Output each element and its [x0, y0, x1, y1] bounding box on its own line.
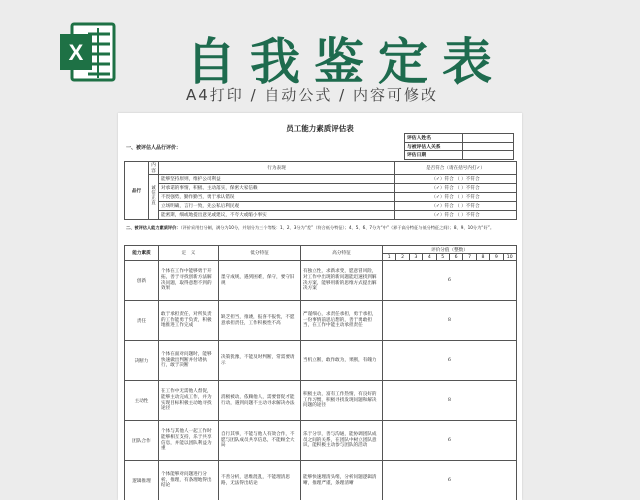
ability-name: 责任 — [125, 301, 159, 341]
ability-low: 决策犹豫，不能及时判断，常需要请示 — [219, 341, 301, 381]
conduct-category: 品行 — [125, 162, 149, 220]
ability-score[interactable]: 6 — [383, 461, 517, 500]
conform-row[interactable]: （✓）符合 （ ）不符合 — [395, 202, 517, 211]
conform-row[interactable]: （✓）符合 （ ）不符合 — [395, 175, 517, 184]
page-title: 自我鉴定表 — [186, 32, 506, 91]
ability-score[interactable]: 8 — [383, 381, 517, 421]
scale-cell: 8 — [476, 254, 489, 261]
conform-row[interactable]: （✓）符合 （ ）不符合 — [395, 184, 517, 193]
ability-low: 缺乏担当，推诿，报喜不报忧，不愿意承担责任，工作积极性不高 — [219, 301, 301, 341]
page-subtitle: A4打印 / 自动公式 / 内容可修改 — [186, 86, 438, 104]
behavior-row: 能够坚持原则，维护公司利益 — [159, 175, 395, 184]
ability-score[interactable]: 6 — [383, 261, 517, 301]
ability-name: 团队合作 — [125, 421, 159, 461]
scale-cell: 10 — [503, 254, 516, 261]
ability-name: 决断力 — [125, 341, 159, 381]
sheet-title: 员工能力素质评估表 — [286, 124, 354, 133]
excel-icon — [58, 20, 118, 84]
banner — [0, 0, 640, 112]
scale-cell: 4 — [423, 254, 436, 261]
ability-high: 积极主动，富有工作热情，有良好的工作习惯，积极寻找发现问题和解决问题的途径 — [301, 381, 383, 421]
scale-cell: 5 — [436, 254, 449, 261]
section2-intro — [126, 225, 518, 230]
evaluator-name-value[interactable] — [463, 134, 514, 143]
ability-name: 创新 — [125, 261, 159, 301]
ability-low: 墨守成规，遇到困难，保守，要守旧规 — [219, 261, 301, 301]
ability-score[interactable]: 8 — [383, 301, 517, 341]
ability-definition: 个体在面对问题时，能够快速做出判断并付诸执行，敢于决断 — [159, 341, 219, 381]
ability-header: 能力素质 — [125, 246, 159, 261]
low-header: 低分特征 — [219, 246, 301, 261]
ability-low: 消极被动，依赖他人，需要督促才能行动，遇到问题不主动寻求解决办法 — [219, 381, 301, 421]
ability-definition: 敢于承担责任，对所负责的工作能勇于负责，积极地推进工作完成 — [159, 301, 219, 341]
score-header: 评价分值（整数） — [383, 246, 517, 254]
ability-score[interactable]: 6 — [383, 341, 517, 381]
ability-definition: 个体能够对问题进行分析、推理，有条理地得出结论 — [159, 461, 219, 500]
conform-header: 是否符合（请在括号内打✓） — [395, 162, 517, 175]
evaluation-date-label: 评估日期 — [405, 151, 463, 160]
ability-definition: 个体与其他人一起工作时能够相互支持，乐于共享信息，并能以团队利益为重 — [159, 421, 219, 461]
behavior-row: 能密斯，细或地提出意见或建议，不夸大或缩小事实 — [159, 211, 395, 220]
scale-cell: 6 — [449, 254, 462, 261]
evaluator-name-label: 评估人姓名 — [405, 134, 463, 143]
behavior-row: 不畏强势，勤作勤当，勇于承认错误 — [159, 193, 395, 202]
behavior-header: 行为表现 — [159, 162, 395, 175]
ability-table — [124, 245, 517, 500]
ability-name: 主动性 — [125, 381, 159, 421]
ability-high: 乐于分享，善与沟通，能协调团队成员之间的关系，在团队中树立团队意识，能积极主动参与团队的活动 — [301, 421, 383, 461]
high-header: 高分特征 — [301, 246, 383, 261]
scale-cell: 7 — [463, 254, 476, 261]
ability-definition: 个体在工作中能够勇于开拓，善于寻找创新方法解决问题，取得意想不到的效果 — [159, 261, 219, 301]
ability-score[interactable]: 6 — [383, 421, 517, 461]
integrity-label: 诚信正直 — [149, 175, 159, 220]
scale-cell: 2 — [396, 254, 409, 261]
definition-header: 定 义 — [159, 246, 219, 261]
ability-high: 严谨细心，求责任承担，勇于承担，一份事情前思后想的，善于勇敢担当，在工作中能主动承担责任 — [301, 301, 383, 341]
ability-low: 自行其事，不能与他人有效合作，不愿与团队成员共享信息，不能顾全大局 — [219, 421, 301, 461]
conduct-table — [124, 161, 517, 220]
conform-row[interactable]: （✓）符合 （ ）不符合 — [395, 193, 517, 202]
evaluation-date-value[interactable] — [463, 151, 514, 160]
section1-heading: 一、被评估人品行评价： — [126, 145, 182, 151]
content-header: 内容 — [149, 162, 159, 175]
evaluator-relation-label: 与被评估人关系 — [405, 142, 463, 151]
conform-row[interactable]: （✓）符合 （ ）不符合 — [395, 211, 517, 220]
ability-high: 有独立性，求新求变，愿意冒风险，对工作中出现的新问题能迅速找到解决方案，能够用新的思维方式提出解决方案 — [301, 261, 383, 301]
ability-high: 能够快速理清头绪，分析问题逻辑清晰，推理严谨，条理清晰 — [301, 461, 383, 500]
ability-name: 逻辑推理 — [125, 461, 159, 500]
excel-letter: X — [68, 40, 84, 65]
ability-high: 当机立断，敢作敢为，果断，有魄力 — [301, 341, 383, 381]
scale-cell: 3 — [409, 254, 422, 261]
section2-heading: 二、被评估人能力素质评价： — [126, 225, 181, 230]
behavior-row: 立场明确，言行一致，先公私后利民观 — [159, 202, 395, 211]
behavior-row: 对承诺的事情，积极、主动落实，保密大家信赖 — [159, 184, 395, 193]
section2-description: （评价采用打分制，满分为10分，并划分为三个等级：1、2、3分为“差”（符合低分特征）；4、5、6、7分为“中”（界于高分特征与低分特征之间）；8、9、10分为“好”。 — [180, 225, 495, 230]
ability-definition: 在工作中无需他人督促，能够主动完成工作，并为实现目标积极主动地寻找途径 — [159, 381, 219, 421]
scale-cell: 9 — [490, 254, 503, 261]
evaluator-info-box — [404, 133, 514, 160]
scale-cell: 1 — [383, 254, 396, 261]
ability-low: 不善分析，思维混乱，不能理清思路，无法得出结论 — [219, 461, 301, 500]
evaluator-relation-value[interactable] — [463, 142, 514, 151]
evaluation-sheet — [118, 113, 522, 500]
